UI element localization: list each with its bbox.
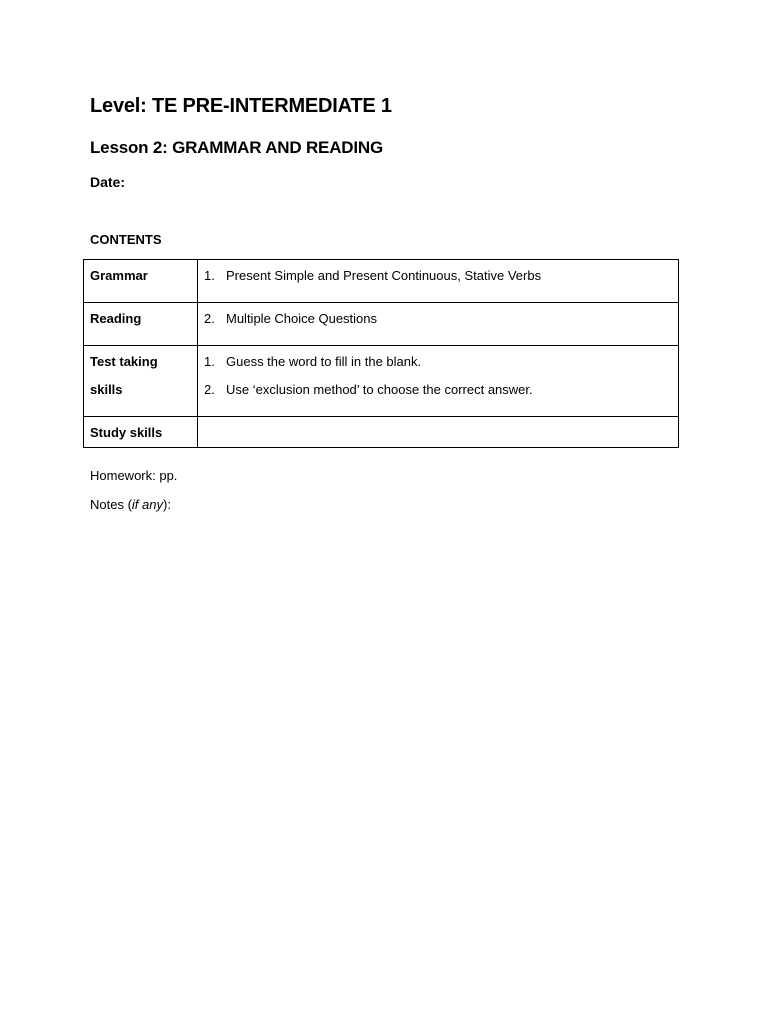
notes-italic: if any (131, 497, 163, 512)
contents-heading: CONTENTS (90, 232, 162, 247)
list-item (204, 305, 672, 333)
list-item (204, 262, 672, 290)
table-row (84, 417, 679, 448)
row-items-study-skills (198, 417, 679, 448)
table-row (84, 346, 679, 417)
row-label-test-taking-skills (84, 346, 198, 417)
notes-prefix: Notes ( (90, 497, 132, 512)
row-items-grammar (198, 260, 679, 303)
row-label-grammar: Grammar (84, 260, 198, 303)
table-row (84, 260, 679, 303)
list-item-text: Multiple Choice Questions (226, 311, 378, 326)
list-item-text: Use ‘exclusion method’ to choose the correct answer. (226, 382, 533, 397)
row-label-line: skills (90, 382, 123, 397)
row-items-test-taking-skills (198, 346, 679, 417)
list-item (204, 348, 672, 376)
row-label-line: Test taking (90, 354, 158, 369)
table-row (84, 303, 679, 346)
lesson-title: Lesson 2: GRAMMAR AND READING (90, 138, 383, 157)
row-label-study-skills: Study skills (84, 417, 198, 448)
level-title: Level: TE PRE-INTERMEDIATE 1 (90, 95, 392, 117)
list-item-number: 2. (204, 382, 215, 397)
notes-suffix: ): (162, 497, 171, 512)
row-items-reading (198, 303, 679, 346)
date-label: Date: (90, 174, 126, 190)
list-item-number: 2. (204, 311, 215, 326)
row-label-reading: Reading (84, 303, 198, 346)
homework-line: Homework: pp. (90, 468, 178, 483)
list-item-text: Guess the word to fill in the blank. (226, 354, 422, 369)
list-item (204, 376, 672, 404)
list-item-number: 1. (204, 268, 215, 283)
contents-table (83, 259, 679, 448)
notes-line (90, 497, 171, 512)
list-item-text: Present Simple and Present Continuous, Stative Verbs (226, 268, 542, 283)
list-item-number: 1. (204, 354, 215, 369)
